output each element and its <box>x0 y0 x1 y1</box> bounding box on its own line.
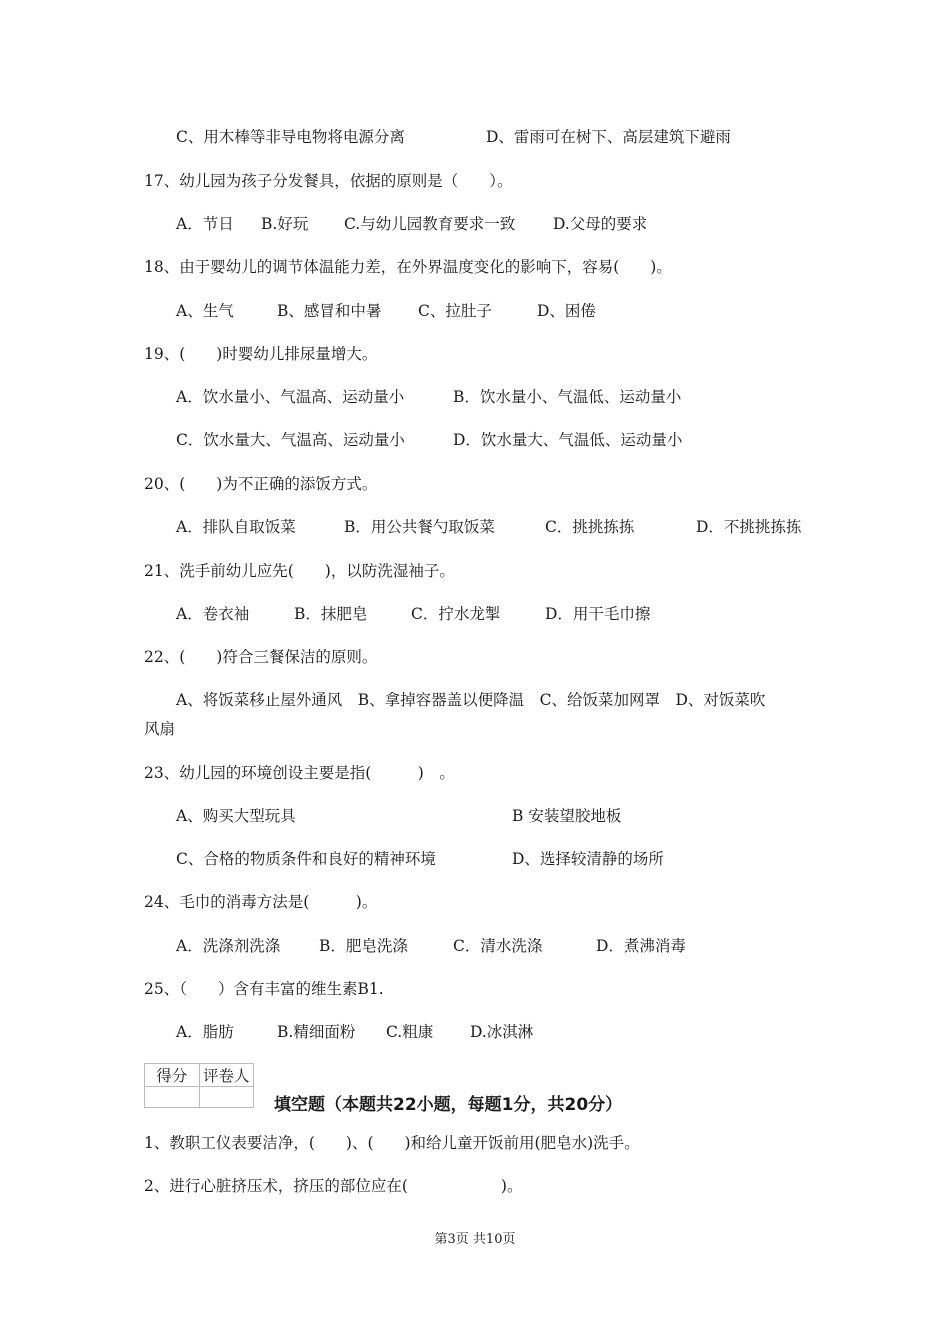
question-23: 23、幼儿园的环境创设主要是指( ) 。 <box>144 764 455 782</box>
q24-option-b: B．肥皂洗涤 <box>319 937 408 955</box>
q24-option-c: C．清水洗涤 <box>453 937 543 955</box>
question-19: 19、( )时婴幼儿排尿量增大。 <box>144 345 378 363</box>
question-25: 25、（ ）含有丰富的维生素B1. <box>144 980 384 998</box>
q21-option-b: B．抹肥皂 <box>294 605 368 623</box>
q19-option-a: A．饮水量小、气温高、运动量小 <box>176 388 405 406</box>
q25-option-d: D.冰淇淋 <box>470 1023 534 1041</box>
q24-option-d: D．煮沸消毒 <box>596 937 686 955</box>
score-label: 得分 <box>145 1064 200 1087</box>
q18-option-b: B、感冒和中暑 <box>277 302 382 320</box>
question-21: 21、洗手前幼儿应先( )，以防洗湿袖子。 <box>144 562 455 580</box>
q23-option-c: C、合格的物质条件和良好的精神环境 <box>176 850 436 868</box>
score-box <box>144 1063 254 1108</box>
score-cell[interactable] <box>145 1087 200 1108</box>
q17-option-d: D.父母的要求 <box>553 215 648 233</box>
q24-option-a: A．洗涤剂洗涤 <box>176 937 281 955</box>
q20-option-d: D．不挑挑拣拣 <box>696 518 802 536</box>
q22-options: A、将饭菜移止屋外通风 B、拿掉容器盖以便降温 C、给饭菜加网罩 D、对饭菜吹 <box>176 691 766 709</box>
q23-option-b: B 安装望胶地板 <box>512 807 622 825</box>
q19-option-b: B．饮水量小、气温低、运动量小 <box>453 388 682 406</box>
question-22: 22、( )符合三餐保洁的原则。 <box>144 648 378 666</box>
q17-option-b: B.好玩 <box>261 215 309 233</box>
q17-option-c: C.与幼儿园教育要求一致 <box>344 215 516 233</box>
q23-option-a: A、购买大型玩具 <box>176 807 296 825</box>
q20-option-c: C．挑挑拣拣 <box>545 518 635 536</box>
q17-option-a: A．节日 <box>176 215 234 233</box>
q18-option-a: A、生气 <box>176 302 234 320</box>
q20-option-a: A．排队自取饭菜 <box>176 518 296 536</box>
q19-option-d: D．饮水量大、气温低、运动量小 <box>453 431 683 449</box>
q18-option-c: C、拉肚子 <box>418 302 492 320</box>
q21-option-a: A．卷衣袖 <box>176 605 250 623</box>
fill-question-1: 1、教职工仪表要洁净，( )、( )和给儿童开饭前用(肥皂水)洗手。 <box>144 1134 640 1152</box>
section-title: 填空题（本题共22小题，每题1分，共20分） <box>274 1095 623 1115</box>
q22-options-wrap: 风扇 <box>144 720 176 738</box>
q25-option-c: C.粗康 <box>386 1023 434 1041</box>
grader-label: 评卷人 <box>199 1064 254 1087</box>
q23-option-d: D、选择较清静的场所 <box>512 850 664 868</box>
question-20: 20、( )为不正确的添饭方式。 <box>144 475 378 493</box>
q18-option-d: D、困倦 <box>537 302 596 320</box>
question-24: 24、毛巾的消毒方法是( )。 <box>144 893 378 911</box>
q25-option-a: A．脂肪 <box>176 1023 234 1041</box>
q16-option-d: D、雷雨可在树下、高层建筑下避雨 <box>486 128 731 146</box>
question-17: 17、幼儿园为孩子分发餐具，依据的原则是（ ）。 <box>144 172 513 190</box>
q21-option-c: C．拧水龙掣 <box>411 605 501 623</box>
q20-option-b: B．用公共餐勺取饭菜 <box>344 518 495 536</box>
question-18: 18、由于婴幼儿的调节体温能力差，在外界温度变化的影响下，容易( )。 <box>144 258 672 276</box>
q19-option-c: C．饮水量大、气温高、运动量小 <box>176 431 405 449</box>
q16-option-c: C、用木棒等非导电物将电源分离 <box>176 128 405 146</box>
grader-cell[interactable] <box>199 1087 254 1108</box>
q21-option-d: D．用干毛巾擦 <box>545 605 651 623</box>
page-footer: 第3页 共10页 <box>434 1232 516 1247</box>
q25-option-b: B.精细面粉 <box>277 1023 356 1041</box>
fill-question-2: 2、进行心脏挤压术，挤压的部位应在( )。 <box>144 1177 523 1195</box>
